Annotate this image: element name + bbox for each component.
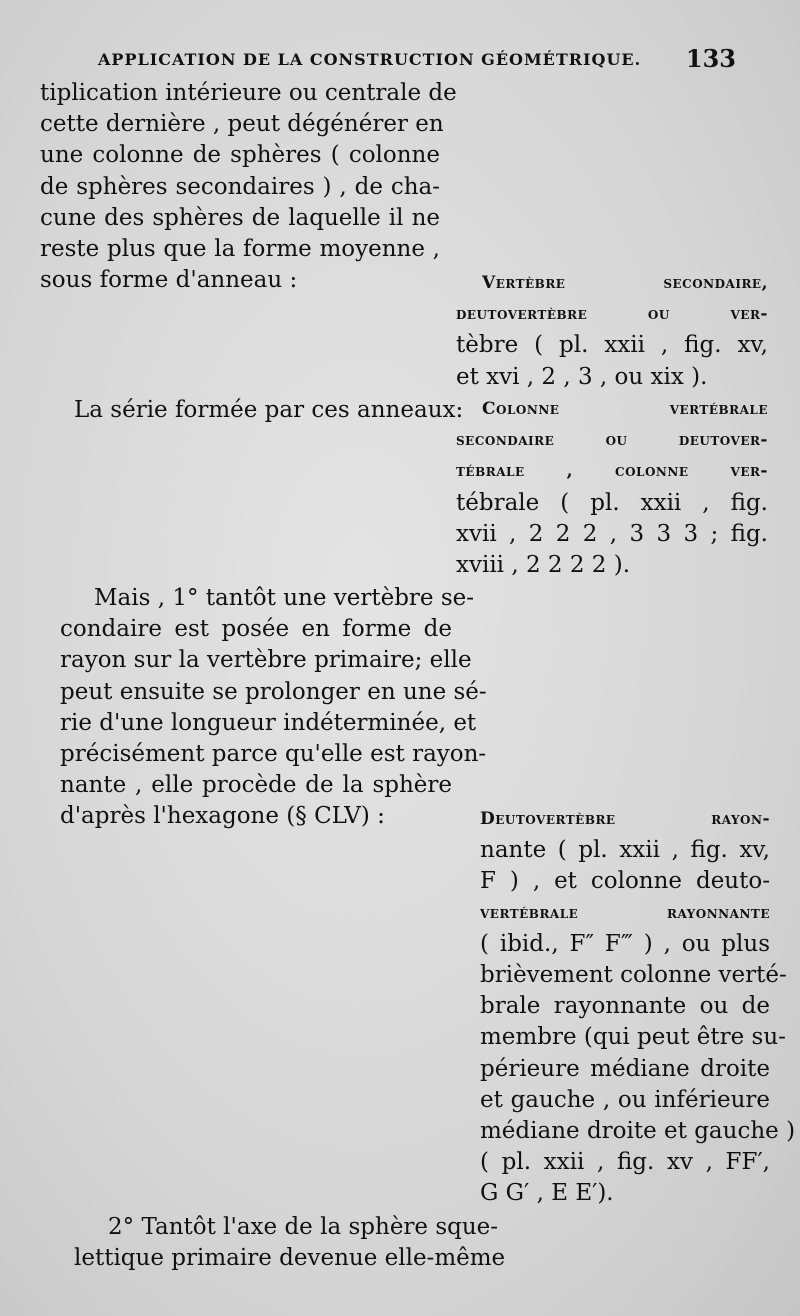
- text-line: 2° Tantôt l'axe de la sphère sque-: [108, 1214, 499, 1240]
- left-paragraph-3: [60, 583, 487, 833]
- text-line: membre (qui peut être su-: [480, 1024, 786, 1051]
- text-line: G G′ , E E′).: [480, 1180, 614, 1207]
- right-note-2: [456, 394, 768, 581]
- margin-heading-line: Deutovertèbre rayon-: [480, 809, 770, 829]
- right-note-3: [480, 804, 796, 1209]
- text-line: rie d'une longueur indéterminée, et: [60, 709, 477, 736]
- margin-heading-line: deutovertèbre ou ver-: [456, 304, 768, 325]
- margin-heading-line: Vertèbre secondaire,: [482, 273, 768, 293]
- text-line: rayon sur la vertèbre primaire; elle: [60, 647, 472, 674]
- text-line: xviii , 2 2 2 2 ).: [456, 551, 631, 578]
- margin-heading-line: secondaire ou deutover-: [456, 430, 768, 451]
- text-line: xvii , 2 2 2 , 3 3 3 ; fig.: [456, 520, 768, 547]
- text-line: cune des sphères de laquelle il ne: [40, 204, 440, 231]
- text-line: sous forme d'anneau :: [40, 267, 298, 294]
- text-line: ( ibid., F″ F‴ ) , ou plus: [480, 930, 770, 957]
- margin-heading-line: Colonne vertébrale: [482, 399, 768, 419]
- left-paragraph-1: [40, 78, 457, 296]
- page-number: 133: [685, 44, 736, 73]
- text-line: et gauche , ou inférieure: [480, 1086, 770, 1113]
- text-line: nante ( pl. xxii , fig. xv,: [480, 837, 770, 864]
- text-line: tèbre ( pl. xxii , fig. xv,: [456, 332, 768, 359]
- text-line: périeure médiane droite: [480, 1055, 770, 1082]
- text-line: d'après l'hexagone (§ CLV) :: [60, 803, 385, 830]
- left-paragraph-2: [40, 395, 464, 426]
- text-line: peut ensuite se prolonger en une sé-: [60, 678, 487, 705]
- margin-heading-line: vertébrale rayonnante: [480, 902, 770, 923]
- text-line: médiane droite et gauche ): [480, 1117, 796, 1144]
- running-title: APPLICATION DE LA CONSTRUCTION GÉOMÉTRIQUE.: [98, 50, 642, 69]
- text-line: condaire est posée en forme de: [60, 616, 452, 643]
- margin-heading-line: tébrale , colonne ver-: [456, 461, 768, 482]
- text-line: brale rayonnante ou de: [480, 993, 770, 1020]
- text-line: tébrale ( pl. xxii , fig.: [456, 489, 768, 516]
- text-line: précisément parce qu'elle est rayon-: [60, 740, 487, 767]
- text-line: de sphères secondaires ) , de cha-: [40, 173, 440, 200]
- text-line: F ) , et colonne deuto-: [480, 868, 770, 895]
- text-line: ( pl. xxii , fig. xv , FF′,: [480, 1149, 770, 1176]
- text-line: brièvement colonne verté-: [480, 961, 787, 988]
- text-line: reste plus que la forme moyenne ,: [40, 235, 440, 262]
- text-line: lettique primaire devenue elle-même: [74, 1245, 506, 1272]
- right-note-1: [456, 268, 768, 393]
- text-line: nante , elle procède de la sphère: [60, 772, 452, 799]
- text-line: et xvi , 2 , 3 , ou xix ).: [456, 363, 708, 390]
- text-line: La série formée par ces anneaux:: [74, 397, 464, 423]
- page-header: [98, 44, 738, 74]
- text-line: Mais , 1° tantôt une vertèbre se-: [94, 585, 475, 611]
- text-line: une colonne de sphères ( colonne: [40, 142, 440, 169]
- text-line: cette dernière , peut dégénérer en: [40, 111, 444, 138]
- left-paragraph-4: [74, 1212, 506, 1274]
- show-through-text: [470, 80, 477, 111]
- text-line: tiplication intérieure ou centrale de: [40, 80, 457, 106]
